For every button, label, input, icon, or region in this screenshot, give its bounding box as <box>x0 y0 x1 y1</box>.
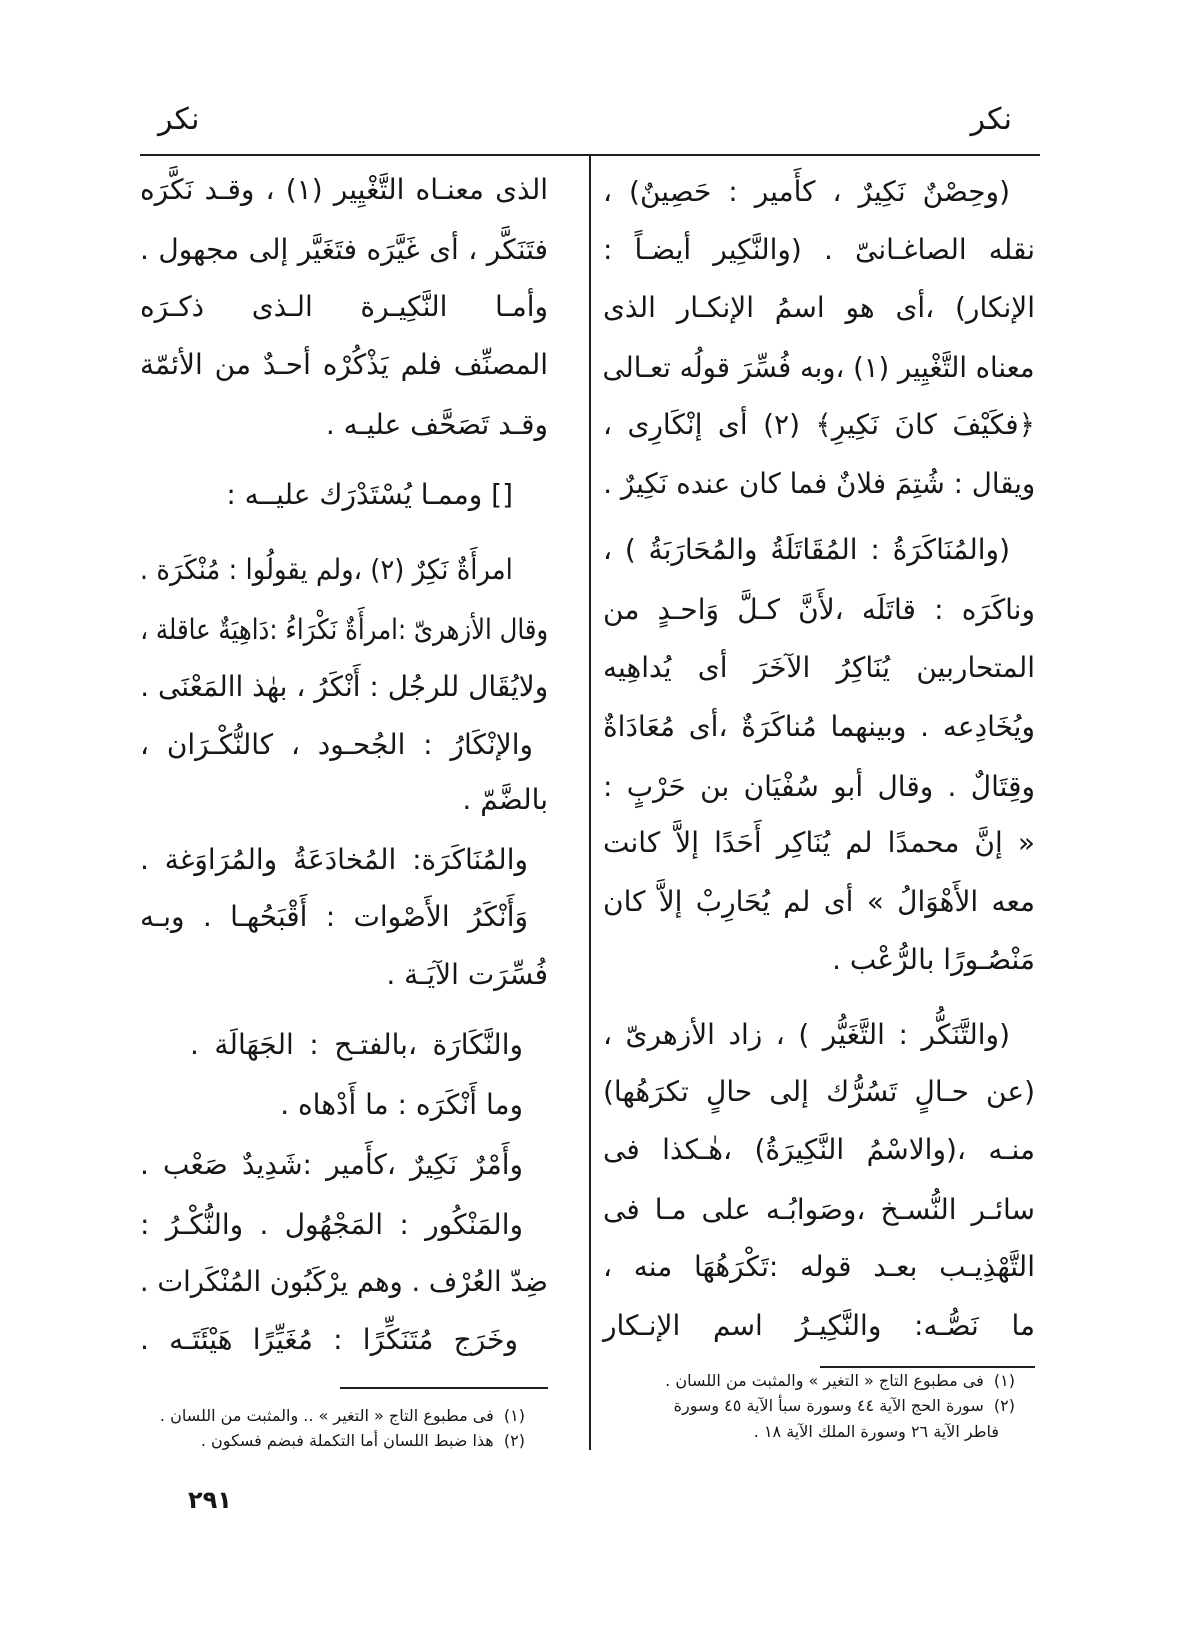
text-line <box>140 774 548 826</box>
text-line <box>140 1314 548 1366</box>
line-text: (والمُنَاكَرَةُ : المُقَاتَلَةُ والمُحَارَبَةُ ) ، <box>603 533 1010 566</box>
line-text: وناكَرَه : قاتَلَه ،لأَنَّ كـلَّ وَاحـدٍ من <box>603 593 1035 626</box>
text-line <box>140 399 548 451</box>
footnote-line <box>603 1394 1035 1418</box>
page-number: ٢٩١ <box>188 1486 232 1514</box>
footnote-text: فى مطبوع التاج « التغير » .. والمثبت من اللسان . <box>159 1406 494 1425</box>
text-line <box>140 544 548 596</box>
text-line <box>140 661 548 713</box>
text-line <box>603 282 1035 334</box>
text-line <box>603 524 1035 576</box>
left-column <box>140 0 548 1633</box>
line-text: والإنْكَارُ : الجُحـود ، كالنُّكْـرَان ، <box>140 728 533 761</box>
line-text: ويقال : شُتِمَ فلانٌ فما كان عنده نَكِيرٌ . <box>602 467 1035 500</box>
text-line <box>603 817 1035 869</box>
line-text: (وحِصْنٌ نَكِيرٌ ، كأَمير : حَصِينٌ) ، <box>603 175 1010 208</box>
footnote-text: سورة الحج الآية ٤٤ وسورة سبأ الآية ٤٥ وسورة <box>673 1396 984 1415</box>
line-text: منـه ،(والاسْمُ النَّكِيرَةُ) ،هٰـكذا فى <box>603 1133 1035 1166</box>
footnote-line <box>603 1369 1035 1393</box>
footnote-rule <box>340 1387 548 1389</box>
line-text: فُسِّرَت الآيَـة . <box>386 958 548 991</box>
text-line <box>603 1124 1035 1176</box>
text-line <box>603 701 1035 753</box>
line-text: (عن حـالٍ تَسُرُّك إلى حالٍ تكرَهُها) <box>603 1075 1035 1108</box>
text-line <box>140 604 548 656</box>
line-text: وقـد تَصَحَّف عليـه . <box>325 408 548 441</box>
text-line <box>603 224 1035 276</box>
footnote-line <box>140 1404 548 1428</box>
line-text: التَّهْذِيـب بعـد قوله :تَكْرَهُهَا منه ، <box>603 1250 1035 1283</box>
section-heading <box>140 469 548 521</box>
line-text: نقله الصاغـانىّ . (والنَّكِير أيضـاً : <box>603 233 1035 266</box>
line-text: وَأَنْكَرُ الأَصْوات : أَقْبَحُهـا . وبـه <box>140 900 528 933</box>
line-text: ضِدّ العُرْف . وهم يرْكَبُون المُنْكَرات . <box>139 1265 548 1298</box>
footnote-marker: (٢) <box>503 1431 525 1450</box>
text-line <box>603 1300 1035 1352</box>
line-text: وخَرَج مُتَنَكِّرًا : مُغَيِّرًا هَيْئَتَـه . <box>140 1323 518 1356</box>
column-divider <box>589 155 591 1450</box>
line-text: وقال الأزهرىّ :امرأَةٌ نَكْرَاءُ :دَاهِيَةٌ عاقلة ، <box>140 613 548 646</box>
text-line <box>140 834 548 886</box>
text-line <box>603 166 1035 218</box>
footnote-marker: (١) <box>993 1371 1015 1390</box>
text-line <box>140 1079 548 1131</box>
text-line <box>140 281 548 333</box>
right-column <box>603 0 1035 1633</box>
text-line <box>140 949 548 1001</box>
text-line <box>140 891 548 943</box>
line-text: ولايُقَال للرجُل : أَنْكَرُ ، بهٰذ االمَعْنَى . <box>140 670 548 703</box>
line-text: (والتَّنَكُّر : التَّغَيُّر ) ، زاد الأزهرىّ ، <box>603 1018 1010 1051</box>
text-line <box>603 934 1035 986</box>
footnote-text: فاطر الآية ٢٦ وسورة الملك الآية ١٨ . <box>753 1422 999 1441</box>
footnote-rule <box>820 1366 1035 1368</box>
text-line <box>603 342 1035 394</box>
line-text: المتحاربين يُنَاكِرُ الآخَرَ أى يُداهِيه <box>603 651 1035 684</box>
text-line <box>140 1256 548 1308</box>
text-line <box>603 761 1035 813</box>
line-text: فتَنَكَّر ، أى غَيَّرَه فتَغَيَّر إلى مجهول . <box>140 233 548 266</box>
text-line <box>603 399 1035 451</box>
text-line <box>603 1184 1035 1236</box>
footnote-text: هذا ضبط اللسان أما التكملة فبضم فسكون . <box>200 1431 494 1450</box>
line-text: مَنْصُـورًا بالرُّعْب . <box>832 943 1035 976</box>
line-text: سائـر النُّسـخ ،وصَوابُـه على مـا فى <box>603 1193 1035 1226</box>
text-line <box>603 1066 1035 1118</box>
line-text: ما نَصُّـه: والنَّكِيـرُ اسم الإنـكار <box>603 1309 1035 1342</box>
text-line <box>603 458 1035 510</box>
line-text: معناه التَّغْيِير (١) ،وبه فُسِّرَ قولُه تعـالى <box>602 351 1035 384</box>
running-head-right: نكر <box>970 102 1012 137</box>
footnote-marker: (١) <box>503 1406 525 1425</box>
running-head-left: نكر <box>158 102 200 137</box>
footnote-marker: (٢) <box>993 1396 1015 1415</box>
text-line <box>140 1019 548 1071</box>
text-line <box>140 164 548 216</box>
line-text: والمَنْكُور : المَجْهُول . والنُّكْـرُ : <box>140 1208 523 1241</box>
line-text: وأَمْرٌ نَكِيرٌ ،كأَمير :شَدِيدٌ صَعْب . <box>140 1148 523 1181</box>
line-text: ﴿فكَيْفَ كانَ نَكِيرِ﴾ (٢) أى إنْكَارِى ، <box>603 408 1035 441</box>
footnote-line <box>140 1429 548 1453</box>
line-text: وقِتَالٌ . وقال أبو سُفْيَان بن حَرْبٍ : <box>603 770 1035 803</box>
text-line <box>603 1009 1035 1061</box>
line-text: الذى معنـاه التَّغْيِير (١) ، وقـد نَكَّرَه <box>140 173 548 206</box>
line-text: امرأَةٌ نَكِرٌ (٢) ،ولم يقولُوا : مُنْكَرَة . <box>140 553 513 586</box>
line-text: والمُنَاكَرَة: المُخادَعَةُ والمُرَاوَغة . <box>140 843 528 876</box>
footnote-line <box>603 1420 1035 1444</box>
line-text: المصنِّف فلم يَذْكُرْه أحـدٌ من الأئمّة <box>140 348 548 381</box>
text-line <box>140 339 548 391</box>
text-line <box>140 1139 548 1191</box>
line-text: بالضَّمّ . <box>462 783 548 816</box>
text-line <box>603 642 1035 694</box>
line-text: الإنكار) ،أى هو اسمُ الإنكـار الذى <box>603 291 1035 324</box>
text-line <box>603 876 1035 928</box>
line-text: [] وممـا يُسْتَدْرَك عليــه : <box>226 478 513 511</box>
text-line <box>140 224 548 276</box>
line-text: « إنَّ محمدًا لم يُنَاكِر أَحَدًا إلاَّ كانت <box>603 826 1035 859</box>
line-text: وما أَنْكَرَه : ما أَدْهاه . <box>280 1088 523 1121</box>
text-line <box>140 719 548 771</box>
text-line <box>603 584 1035 636</box>
line-text: معه الأَهْوَالُ » أى لم يُحَارِبْ إلاَّ كان <box>603 885 1035 918</box>
text-line <box>603 1241 1035 1293</box>
text-line <box>140 1199 548 1251</box>
footnote-text: فى مطبوع التاج « التغير » والمثبت من اللسان . <box>665 1371 984 1390</box>
line-text: وأمـا النَّكِيـرة الـذى ذكـرَه <box>140 290 548 323</box>
line-text: والنَّكَارَة ،بالفتـح : الجَهَالَة . <box>190 1028 523 1061</box>
line-text: ويُخَادِعه . وبينهما مُناكَرَةٌ ،أى مُعَادَاةٌ <box>603 710 1035 743</box>
